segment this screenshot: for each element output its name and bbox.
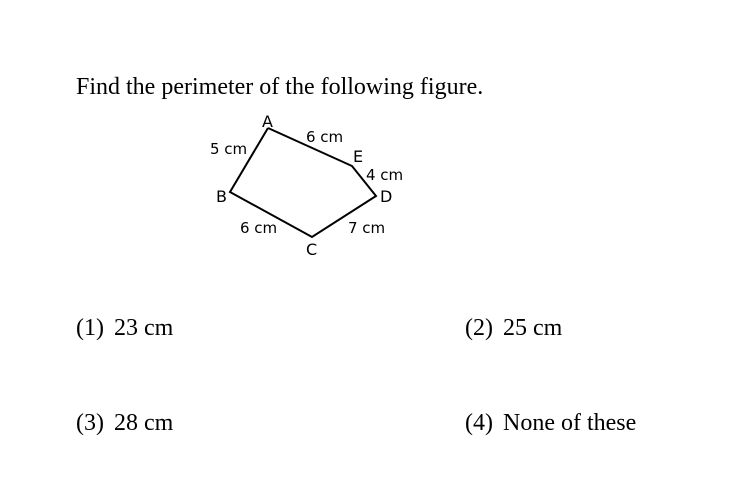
side-label-ab: 5 cm bbox=[210, 140, 248, 158]
side-label-ae: 6 cm bbox=[306, 128, 344, 146]
option-text: 28 cm bbox=[113, 410, 174, 436]
option-text: None of these bbox=[502, 410, 637, 436]
option-number: (2) bbox=[465, 315, 493, 341]
vertex-label-b: B bbox=[216, 187, 227, 206]
side-label-dc: 7 cm bbox=[348, 219, 386, 237]
side-label-bc: 6 cm bbox=[240, 219, 278, 237]
answer-option-2[interactable] bbox=[465, 315, 562, 342]
option-text: 23 cm bbox=[113, 315, 174, 341]
answer-option-3[interactable] bbox=[76, 410, 173, 437]
option-number: (4) bbox=[465, 410, 493, 436]
vertex-label-e: E bbox=[353, 147, 364, 166]
pentagon-figure bbox=[200, 108, 430, 268]
answer-option-4[interactable] bbox=[465, 410, 636, 437]
side-label-ed: 4 cm bbox=[366, 166, 404, 184]
option-number: (3) bbox=[76, 410, 104, 436]
vertex-label-c: C bbox=[306, 240, 318, 259]
option-number: (1) bbox=[76, 315, 104, 341]
answer-option-1[interactable] bbox=[76, 315, 173, 342]
vertex-label-d: D bbox=[380, 187, 393, 206]
option-text: 25 cm bbox=[502, 315, 563, 341]
vertex-label-a: A bbox=[262, 112, 273, 131]
pentagon-diagram bbox=[200, 108, 430, 268]
question-text: Find the perimeter of the following figure. bbox=[76, 74, 484, 100]
